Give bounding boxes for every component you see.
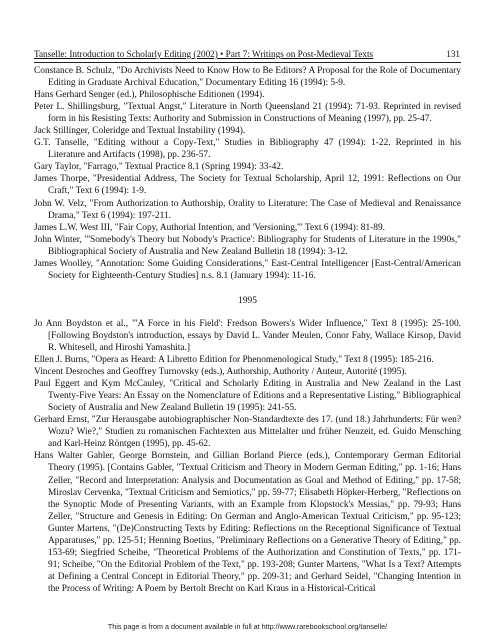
bibliography-entry: Ellen J. Burns, "Opera as Heard: A Libretto Edition for Phenomenological Study," Text 8 (1995): 185-216. <box>34 355 434 366</box>
bibliography-entry: G.T. Tanselle, "Editing without a Copy-Text," Studies in Bibliography 47 (1994): 1-22. Reprinted in his Literature and Artifacts (1998), pp. 236-57. <box>34 138 461 161</box>
bibliography-entry: Jo Ann Boydston et al., "'A Force in his Field': Fredson Bowers's Wider Influence," Text 8 (1995): 25-100. [Following Boydston's introduction, essays by David L. Vander Meulen, Conor Fahy, Wallace Kirsop, David R. Whitesell, and Hiroshi Yamashita.] <box>34 318 461 353</box>
bibliography-entry: James Woolley, "Annotation: Some Guiding Considerations," East-Central Intelligencer [East-Central/American Society for Eighteenth-Century Studies] n.s. 8.1 (January 1994): 11-16. <box>34 258 461 281</box>
bibliography-entry: Jack Stillinger, Coleridge and Textual Instability (1994). <box>34 126 246 137</box>
entries-1994 <box>34 65 461 282</box>
bibliography-entry: Paul Eggert and Kym McCauley, "Critical and Scholarly Editing in Australia and New Zealand in the Last Twenty-Five Years: An Essay on the Nomenclature of Editions and a Representative Listing," Bibliographical Society of Australia and New Zealand Bulletin 19 (1995): 241-55. <box>34 379 461 414</box>
bibliography-entry: Hans Walter Gabler, George Bornstein, and Gillian Borland Pierce (eds.), Contemporary German Editorial Theory (1995). [Contains Gabler, "Textual Criticism and Theory in Modern German Editing," pp. 1-16; Hans Zeller, "Record and Interpretation: Analysis and Documentation as Goal and Method of Editing," pp. 17-58; Miroslav Cervenka, "Textual Criticism and Semiotics," pp. 59-77; Elisabeth Höpker-Herberg, "Reflections on the Synoptic Mode of Presenting Variants, with an Example from Klopstock's Messias," pp. 79-93; Hans Zeller, "Structure and Genesis in Editing: On German and Anglo-American Textual Criticism," pp. 95-123; Gunter Martens, "(De)Constructing Texts by Editing: Reflections on the Receptional Significance of Textual Apparatuses," pp. 125-51; Henning Boetius, "Preliminary Reflections on a Generative Theory of Editing," pp. 153-69; Siegfried Scheibe, "Theoretical Problems of the Authorization and Constitution of Texts," pp. 171-91; Scheibe, "On the Editorial Problem of the Text," pp. 193-208; Gunter Martens, "What Is a Text? Attempts at Defining a Central Concept in Editorial Theory," pp. 209-31; and Gerhard Seidel, "Changing Intention in the Process of Writing: A Poem by Bertolt Brecht on Karl Kraus in a Historical-Critical <box>34 451 461 594</box>
running-title: Tanselle: Introduction to Scholarly Editing (2002) • Part 7: Writings on Post-Medieval Texts <box>34 49 374 59</box>
bibliography-entry: Vincent Desroches and Geoffrey Turnovsky (eds.), Authorship, Authority / Auteur, Autorité (1995). <box>34 367 407 378</box>
running-header <box>34 49 461 63</box>
bibliography-entry: Gary Taylor, "Farrago," Textual Practice 8.1 (Spring 1994): 33-42. <box>34 162 284 173</box>
bibliography-entry: James Thorpe, "Presidential Address, The Society for Textual Scholarship, April 12, 1991: Reflections on Our Craft," Text 6 (1994): 1-9. <box>34 174 461 197</box>
bibliography-entry: James L.W. West III, "Fair Copy, Authorial Intention, and 'Versioning,'" Text 6 (1994): 81-89. <box>34 222 385 233</box>
bibliography-entry: John W. Velz, "From Authorization to Authorship, Orality to Literature: The Case of Medieval and Renaissance Drama," Text 6 (1994): 197-211. <box>34 198 461 221</box>
bibliography-entry: Constance B. Schulz, "Do Archivists Need to Know How to Be Editors? A Proposal for the Role of Documentary Editing in Graduate Archival Education," Documentary Editing 16 (1994): 5-9. <box>34 66 461 89</box>
bibliography-entry: Gerhard Ernst, "Zur Herausgabe autobiographischer Non-Standardtexte des 17. (und 18.) Jahrhunderts: Für wen? Wozu? Wie?," Studien zu romanischen Fachtexten aus Mittelalter und früher Neuzeit, ed. Guido Mensching and Karl-Heinz Röntgen (1995), pp. 45-62. <box>34 415 461 450</box>
year-heading: 1995 <box>238 295 257 306</box>
bibliography-entry: John Winter, "'Somebody's Theory but Nobody's Practice': Bibliography for Students of Literature in the 1990s," Bibliographical Society of Australia and New Zealand Bulletin 18 (1994): 3-12. <box>34 234 461 257</box>
page-footer: This page is from a document available in full at http://www.rarebookschool.org/tanselle/ <box>107 622 388 631</box>
bibliography-entry: Hans Gerhard Senger (ed.), Philosophische Editionen (1994). <box>34 90 265 101</box>
entries-1995 <box>34 318 461 595</box>
page-number: 131 <box>446 49 460 59</box>
bibliography-entry: Peter L. Shillingsburg, "Textual Angst," Literature in North Queensland 21 (1994): 71-93. Reprinted in revised form in his Resisting Texts: Authority and Submission in Constructions of Meaning (1997), pp. 25-47. <box>34 102 461 125</box>
bibliography-body <box>34 65 461 595</box>
